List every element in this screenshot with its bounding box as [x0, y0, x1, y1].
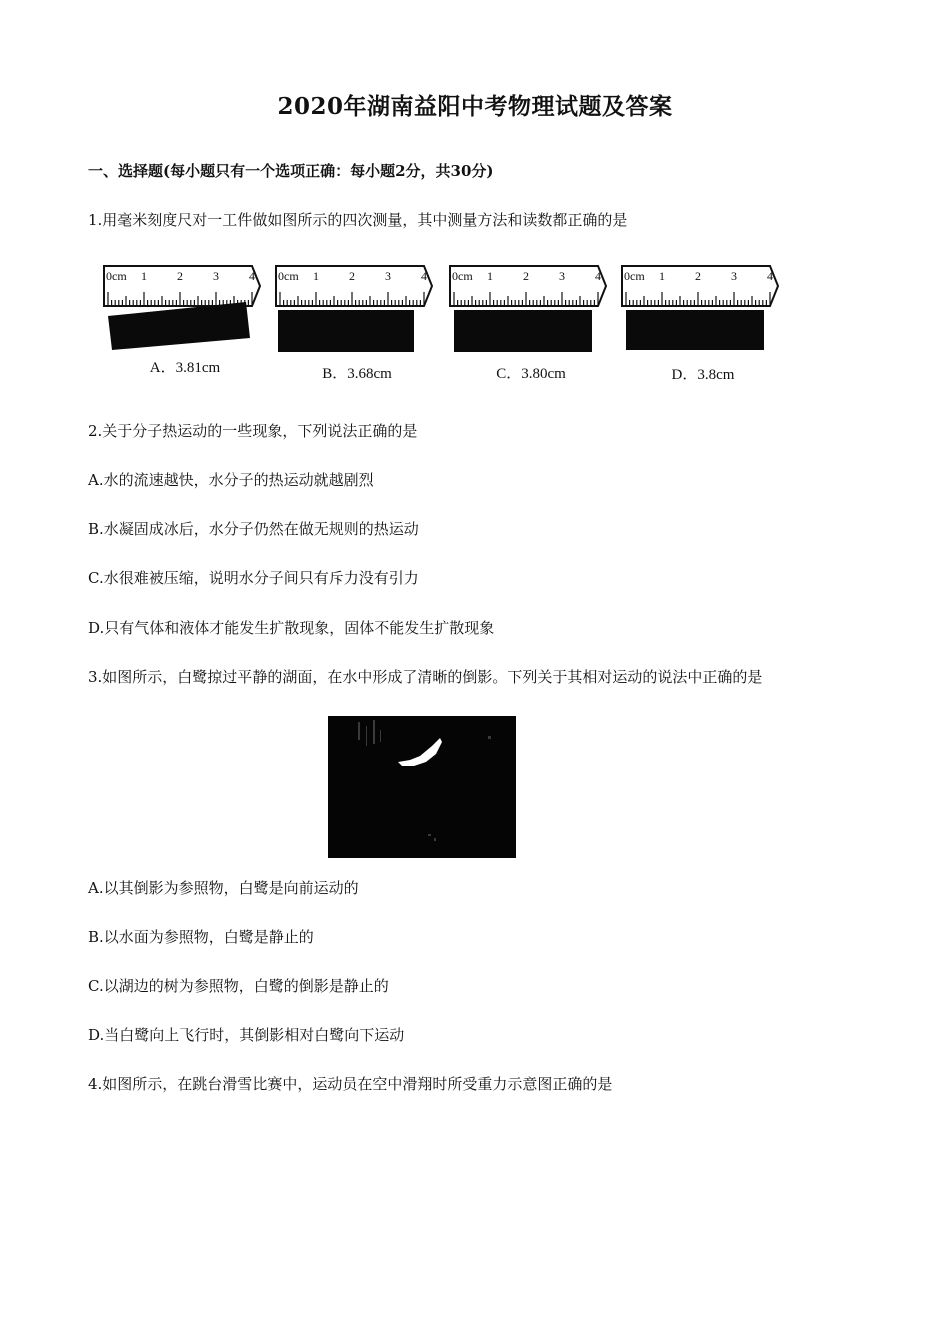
question-3: 3.如图所示，白鹭掠过平静的湖面，在水中形成了清晰的倒影。下列关于其相对运动的说法中正确的是: [88, 668, 763, 686]
ruler-tick-label: 3: [731, 269, 737, 283]
ruler-tick-label: 4: [421, 269, 427, 283]
ruler-tick-label: 1: [313, 269, 319, 283]
ruler-tick-label: 0cm: [624, 269, 645, 283]
q3-option-b: B.以水面为参照物，白鹭是静止的: [88, 928, 314, 946]
ruler-tick-label: 3: [213, 269, 219, 283]
ruler-tick-label: 4: [595, 269, 601, 283]
ruler-tick-label: 1: [487, 269, 493, 283]
ruler-option-a: [100, 258, 270, 388]
ruler-tick-label: 0cm: [452, 269, 473, 283]
question-1: 1.用毫米刻度尺对一工件做如图所示的四次测量，其中测量方法和读数都正确的是: [88, 211, 628, 229]
ruler-a-svg: [100, 258, 270, 358]
q2-option-b: B.水凝固成冰后，水分子仍然在做无规则的热运动: [88, 520, 419, 538]
ruler-tick-label: 0cm: [106, 269, 127, 283]
ruler-caption: A．3.81cm: [149, 360, 221, 376]
q3-option-d: D.当白鹭向上飞行时，其倒影相对白鹭向下运动: [88, 1026, 405, 1044]
ruler-caption: D．3.8cm: [671, 367, 735, 383]
workpiece: [454, 310, 592, 352]
q2-option-a: A.水的流速越快，水分子的热运动就越剧烈: [88, 471, 374, 489]
ruler-d-svg: [618, 258, 788, 358]
ruler-caption: B．3.68cm: [322, 366, 392, 382]
ruler-tick-label: 4: [767, 269, 773, 283]
ruler-tick-label: 2: [523, 269, 529, 283]
ruler-c-svg: [446, 258, 616, 358]
ruler-tick-label: 1: [659, 269, 665, 283]
ruler-tick-label: 2: [695, 269, 701, 283]
egret-photo: [328, 716, 516, 858]
ruler-option-c: [446, 258, 616, 388]
ruler-tick-label: 2: [349, 269, 355, 283]
workpiece: [278, 310, 414, 352]
q3-option-c: C.以湖边的树为参照物，白鹭的倒影是静止的: [88, 977, 389, 995]
ruler-b-svg: [272, 258, 442, 358]
ruler-figure: [100, 258, 800, 388]
workpiece: [626, 310, 764, 350]
ruler-option-d: [618, 258, 788, 388]
q2-option-d: D.只有气体和液体才能发生扩散现象，固体不能发生扩散现象: [88, 619, 495, 637]
ruler-tick-label: 0cm: [278, 269, 299, 283]
ruler-tick-label: 1: [141, 269, 147, 283]
ruler-tick-label: 4: [249, 269, 255, 283]
ruler-option-b: [272, 258, 442, 388]
workpiece: [108, 302, 250, 350]
ruler-caption: C．3.80cm: [496, 366, 566, 382]
ruler-tick-label: 3: [559, 269, 565, 283]
question-4: 4.如图所示，在跳台滑雪比赛中，运动员在空中滑翔时所受重力示意图正确的是: [88, 1075, 613, 1093]
page-title: 2020年湖南益阳中考物理试题及答案: [277, 93, 673, 120]
question-2: 2.关于分子热运动的一些现象，下列说法正确的是: [88, 422, 418, 440]
q2-option-c: C.水很难被压缩，说明水分子间只有斥力没有引力: [88, 569, 419, 587]
section-heading: 一、选择题(每小题只有一个选项正确：每小题2分，共30分): [88, 162, 494, 180]
q3-option-a: A.以其倒影为参照物，白鹭是向前运动的: [88, 879, 359, 897]
ruler-tick-label: 3: [385, 269, 391, 283]
ruler-tick-label: 2: [177, 269, 183, 283]
